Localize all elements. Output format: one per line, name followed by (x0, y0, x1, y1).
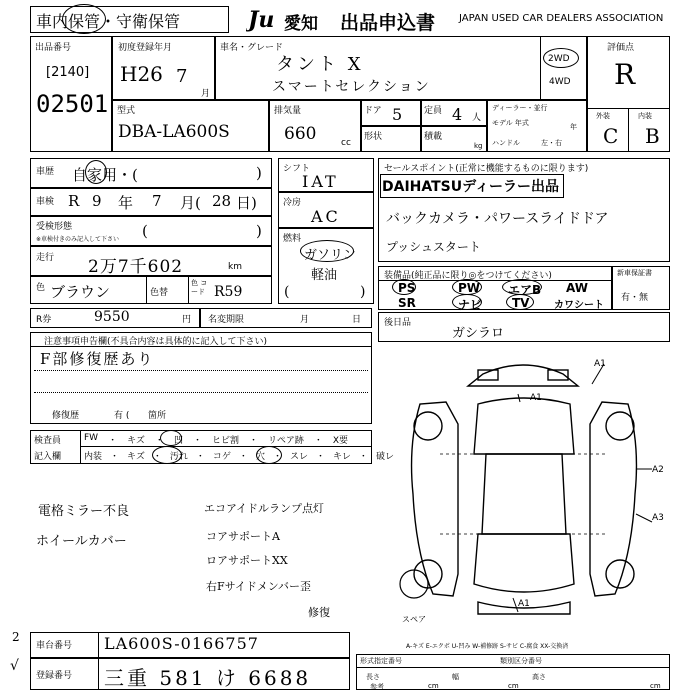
capacity-label: 定員 (424, 106, 443, 116)
shape-label: 形状 (364, 132, 383, 142)
interior-label: 内装 (638, 112, 652, 120)
damage-mark-a2: A2 (652, 465, 664, 475)
equip-airbag-circle (502, 279, 542, 295)
dim-length: 長さ (366, 673, 380, 681)
damage-mark-a1-hood: A1 (530, 393, 542, 403)
inspection-era: R (68, 192, 80, 210)
reserve-label: 後日品 (384, 318, 412, 328)
inspector-label-1: 検査員 (34, 436, 62, 446)
dim-width: 幅 (452, 673, 459, 681)
inspection-month-unit: 月( (180, 194, 201, 212)
plate-value: 三重 581 け 6688 (104, 666, 312, 690)
color-divider-2 (188, 276, 189, 304)
check-separator: ・ (195, 452, 205, 462)
warranty-label: 新車保証書 (617, 269, 652, 277)
remark-2: ホイールカバー (36, 534, 127, 549)
dim-cm-3: cm (650, 682, 661, 690)
inspection-form-note: ※車検付きのみ記入して下さい (36, 236, 120, 243)
chassis-divider (98, 632, 99, 658)
exterior-label: 外装 (596, 112, 610, 120)
repair-value: 有 ( (114, 411, 130, 421)
damage-mark-a1-rear: A1 (518, 599, 530, 609)
notes-text: F部修復歴あり (40, 350, 155, 368)
spare-label: スペア (402, 615, 426, 624)
plate-label: 登録番号 (36, 671, 73, 681)
recycle-unit: 円 (182, 315, 192, 325)
displacement-value: 660 (284, 124, 317, 144)
dim-cm-2: cm (508, 682, 519, 690)
rating-vdivider (628, 108, 629, 152)
fuel-close: ) (360, 284, 366, 300)
check-item: 破レ (375, 452, 394, 462)
history-box (30, 158, 272, 188)
rating-label: 評価点 (607, 43, 635, 53)
check-separator: ・ (358, 452, 368, 462)
rating-value: R (614, 58, 636, 91)
aircon-label: 冷房 (283, 198, 302, 208)
color-value: ブラウン (50, 283, 111, 301)
name-change-month: 月 (300, 315, 310, 325)
check-item: コゲ (212, 452, 231, 462)
notes-rule-1 (34, 370, 368, 371)
fuel-label: 燃料 (283, 234, 302, 244)
mileage-label: 走行 (36, 253, 55, 263)
check-row-1 (84, 433, 348, 446)
interior-grade: B (645, 124, 660, 148)
registration-month: 7 (176, 66, 188, 87)
dealer-badge: DAIHATSUディーラー出品 (382, 179, 560, 195)
type-value: DBA-LA600S (118, 122, 230, 142)
check-item: 凹 (173, 436, 183, 446)
shift-value: IAT (302, 172, 339, 191)
car-front-outline (468, 365, 578, 386)
page-title: 出品申込書 (340, 12, 436, 34)
model-grade: スマートセレクション (272, 79, 431, 95)
check-item: リペア跡 (268, 436, 304, 446)
check-separator: ・ (152, 452, 162, 462)
car-rear-window (474, 534, 574, 592)
history-label: 車歴 (36, 167, 55, 177)
storage-label: 車内保管・守衛保管 (36, 12, 181, 31)
equip-airbag: エアB (508, 283, 542, 297)
model-label: 車名・グレード (220, 43, 284, 53)
name-change-day: 日 (352, 315, 362, 325)
check-item: ヒビ割 (211, 436, 239, 446)
remark-4: コアサポートA (206, 530, 280, 543)
notes-rule-2 (34, 392, 368, 393)
logo-text: 愛知 (284, 14, 318, 34)
exterior-grade: C (603, 124, 619, 148)
inspection-year-unit: 年 (118, 194, 134, 212)
plate-divider (98, 658, 99, 690)
equip-aw: AW (566, 281, 588, 295)
selling-point-1: バックカメラ・パワースライドドア (386, 211, 609, 227)
wheel-rear-right (606, 560, 634, 588)
equip-navi: ナビ (458, 298, 483, 312)
handle-options: 左・右 (541, 139, 562, 147)
color-code-label: 色 コード (191, 279, 208, 296)
equipment-label: 装備品(純正品に限り◎をつけてください) (384, 271, 552, 281)
fuel-circle-mark (300, 240, 357, 263)
dealer-line: ディーラー・並行 (492, 104, 548, 112)
margin-mark-1: 2 (12, 630, 20, 644)
color-code: R59 (214, 284, 243, 300)
check-item: 汚れ (169, 452, 188, 462)
model-year-unit: 年 (570, 123, 577, 131)
shift-label: シフト (283, 164, 311, 174)
aircon-value: AC (311, 207, 341, 226)
check-scuff-circle (256, 446, 282, 464)
car-left-side (412, 402, 458, 596)
damage-legend: A-キズ E-エクボ U-凹み W-補修跡 S-サビ C-腐食 XX-交換済 (406, 643, 569, 650)
check-separator: ・ (110, 452, 120, 462)
svg-text:Ju: Ju (248, 7, 275, 32)
check-item: キレ (333, 452, 351, 462)
history-value: 自家用・( (72, 166, 138, 184)
registration-label: 初度登録年月 (118, 43, 173, 53)
color-label: 色 (36, 283, 46, 293)
dim-height: 高さ (532, 673, 546, 681)
displacement-label: 排気量 (274, 106, 302, 116)
history-circle-mark (85, 160, 107, 184)
check-separator: ・ (272, 452, 282, 462)
fuel-open: ( (284, 284, 290, 300)
drive-2wd: 2WD (548, 54, 570, 64)
equip-pw: PW (458, 281, 481, 295)
fuel-diesel: 軽油 (311, 268, 338, 283)
check-dent-circle (160, 430, 182, 446)
equip-navi-circle (452, 294, 482, 310)
selling-point-2: プッシュスタート (386, 240, 481, 254)
reserve-box (378, 312, 670, 342)
inspection-form-close: ) (256, 222, 262, 240)
wheel-front-right (606, 412, 634, 440)
car-damage-diagram (375, 344, 670, 630)
recycle-label: R券 (36, 315, 52, 325)
check-separator: ・ (248, 436, 258, 446)
remark-5: ロアサポートXX (206, 554, 288, 567)
remark-3: エコアイドルランプ点灯 (204, 502, 325, 515)
equip-tv: TV (512, 296, 530, 310)
model-year-label: モデル 年式 (492, 119, 529, 127)
chassis-value: LA600S-0166757 (104, 634, 259, 653)
page-subtitle: JAPAN USED CAR DEALERS ASSOCIATION (459, 13, 664, 24)
fuel-gasoline: ガソリン (304, 248, 357, 263)
registration-month-unit: 月 (201, 89, 211, 99)
wheel-front-left (414, 412, 442, 440)
margin-mark-2: √ (10, 658, 19, 674)
color-divider (146, 276, 147, 304)
damage-mark-a1-front: A1 (594, 359, 606, 369)
car-hood (474, 398, 574, 454)
chassis-label: 車台番号 (36, 641, 73, 651)
load-unit: kg (474, 142, 483, 150)
dimensions-label-2: 類別区分番号 (500, 657, 542, 665)
check-item: キズ (127, 436, 145, 446)
car-right-side (590, 402, 636, 596)
dimensions-label-1: 形式指定番号 (360, 657, 402, 665)
type-label: 型式 (117, 106, 136, 116)
storage-circle-mark (62, 4, 106, 34)
repair-label: 修復歴 (52, 411, 80, 421)
remark-1: 電格ミラー不良 (38, 504, 130, 519)
inspection-day-unit: 日) (236, 194, 257, 212)
inspection-day: 28 (212, 192, 232, 210)
displacement-unit: cc (341, 138, 351, 148)
capacity-unit: 人 (472, 113, 482, 123)
inspection-month: 7 (152, 192, 162, 210)
inspection-form-open: ( (142, 222, 148, 240)
listing-label: 出品番号 (35, 43, 72, 53)
car-roof (482, 454, 566, 534)
color-tone-label: 色替 (150, 288, 169, 298)
equip-tv-circle (506, 294, 534, 310)
check-item: 内装 (84, 452, 103, 462)
registration-year: H26 (120, 62, 163, 86)
selling-points-label: セールスポイント(正常に機能するものに限ります) (384, 164, 589, 174)
load-label: 積載 (424, 132, 443, 142)
dimensions-line (356, 667, 670, 668)
check-item: スレ (289, 452, 308, 462)
capacity-value: 4 (452, 105, 463, 124)
equip-pw-circle (452, 279, 482, 295)
doors-value: 5 (392, 105, 403, 124)
recycle-value: 9550 (94, 309, 130, 325)
check-row-2 (84, 449, 394, 462)
mileage-unit: km (228, 262, 242, 272)
dim-cm-1: cm (428, 682, 439, 690)
inspection-label: 車検 (36, 197, 55, 207)
repair-places: 箇所 (148, 411, 167, 421)
inspection-form-label: 受検形態 (36, 222, 73, 232)
check-item: X要 (332, 436, 349, 446)
dealer-badge-frame (380, 174, 564, 198)
reserve-value: ガシラロ (452, 326, 505, 341)
equip-sr: SR (398, 296, 416, 310)
check-item: 穴 (255, 452, 265, 462)
warranty-options: 有・無 (621, 293, 649, 303)
check-separator: ・ (108, 436, 118, 446)
check-stain-circle (152, 446, 182, 464)
dim-ref: 参考 (370, 683, 384, 691)
inspection-year: 9 (92, 192, 102, 210)
drive-divider (540, 36, 541, 100)
damage-mark-a3: A3 (652, 513, 664, 523)
equip-ps-circle (392, 279, 416, 295)
check-item: FW (84, 433, 99, 443)
inspector-divider (80, 430, 81, 464)
drive-4wd: 4WD (549, 77, 571, 87)
check-separator: ・ (238, 452, 248, 462)
check-separator: ・ (192, 436, 202, 446)
model-name: タント X (276, 54, 364, 75)
check-separator: ・ (313, 436, 323, 446)
mileage-value: 2万7千602 (88, 257, 184, 277)
listing-number: 02501 (36, 90, 109, 118)
history-close: ) (256, 164, 262, 182)
inspector-mid-line (80, 446, 372, 447)
notes-header-line (30, 346, 372, 347)
check-separator: ・ (154, 436, 164, 446)
name-change-label: 名変期限 (208, 315, 245, 325)
notes-label: 注意事項申告欄(不具合内容は具体的に記入して下さい) (44, 337, 268, 347)
drive-2wd-circle (543, 48, 579, 68)
check-item: キズ (127, 452, 145, 462)
handle-label: ハンドル (492, 139, 520, 147)
remark-7: 修復 (308, 606, 330, 619)
equip-seat: カワシート (554, 300, 604, 311)
inspector-label-2: 記入欄 (34, 452, 62, 462)
equip-ps: PS (398, 281, 416, 295)
check-separator: ・ (315, 452, 325, 462)
remark-6: 右Fサイドメンバー歪 (206, 580, 311, 593)
doors-label: ドア (364, 106, 382, 116)
listing-lane: [2140] (46, 65, 90, 80)
